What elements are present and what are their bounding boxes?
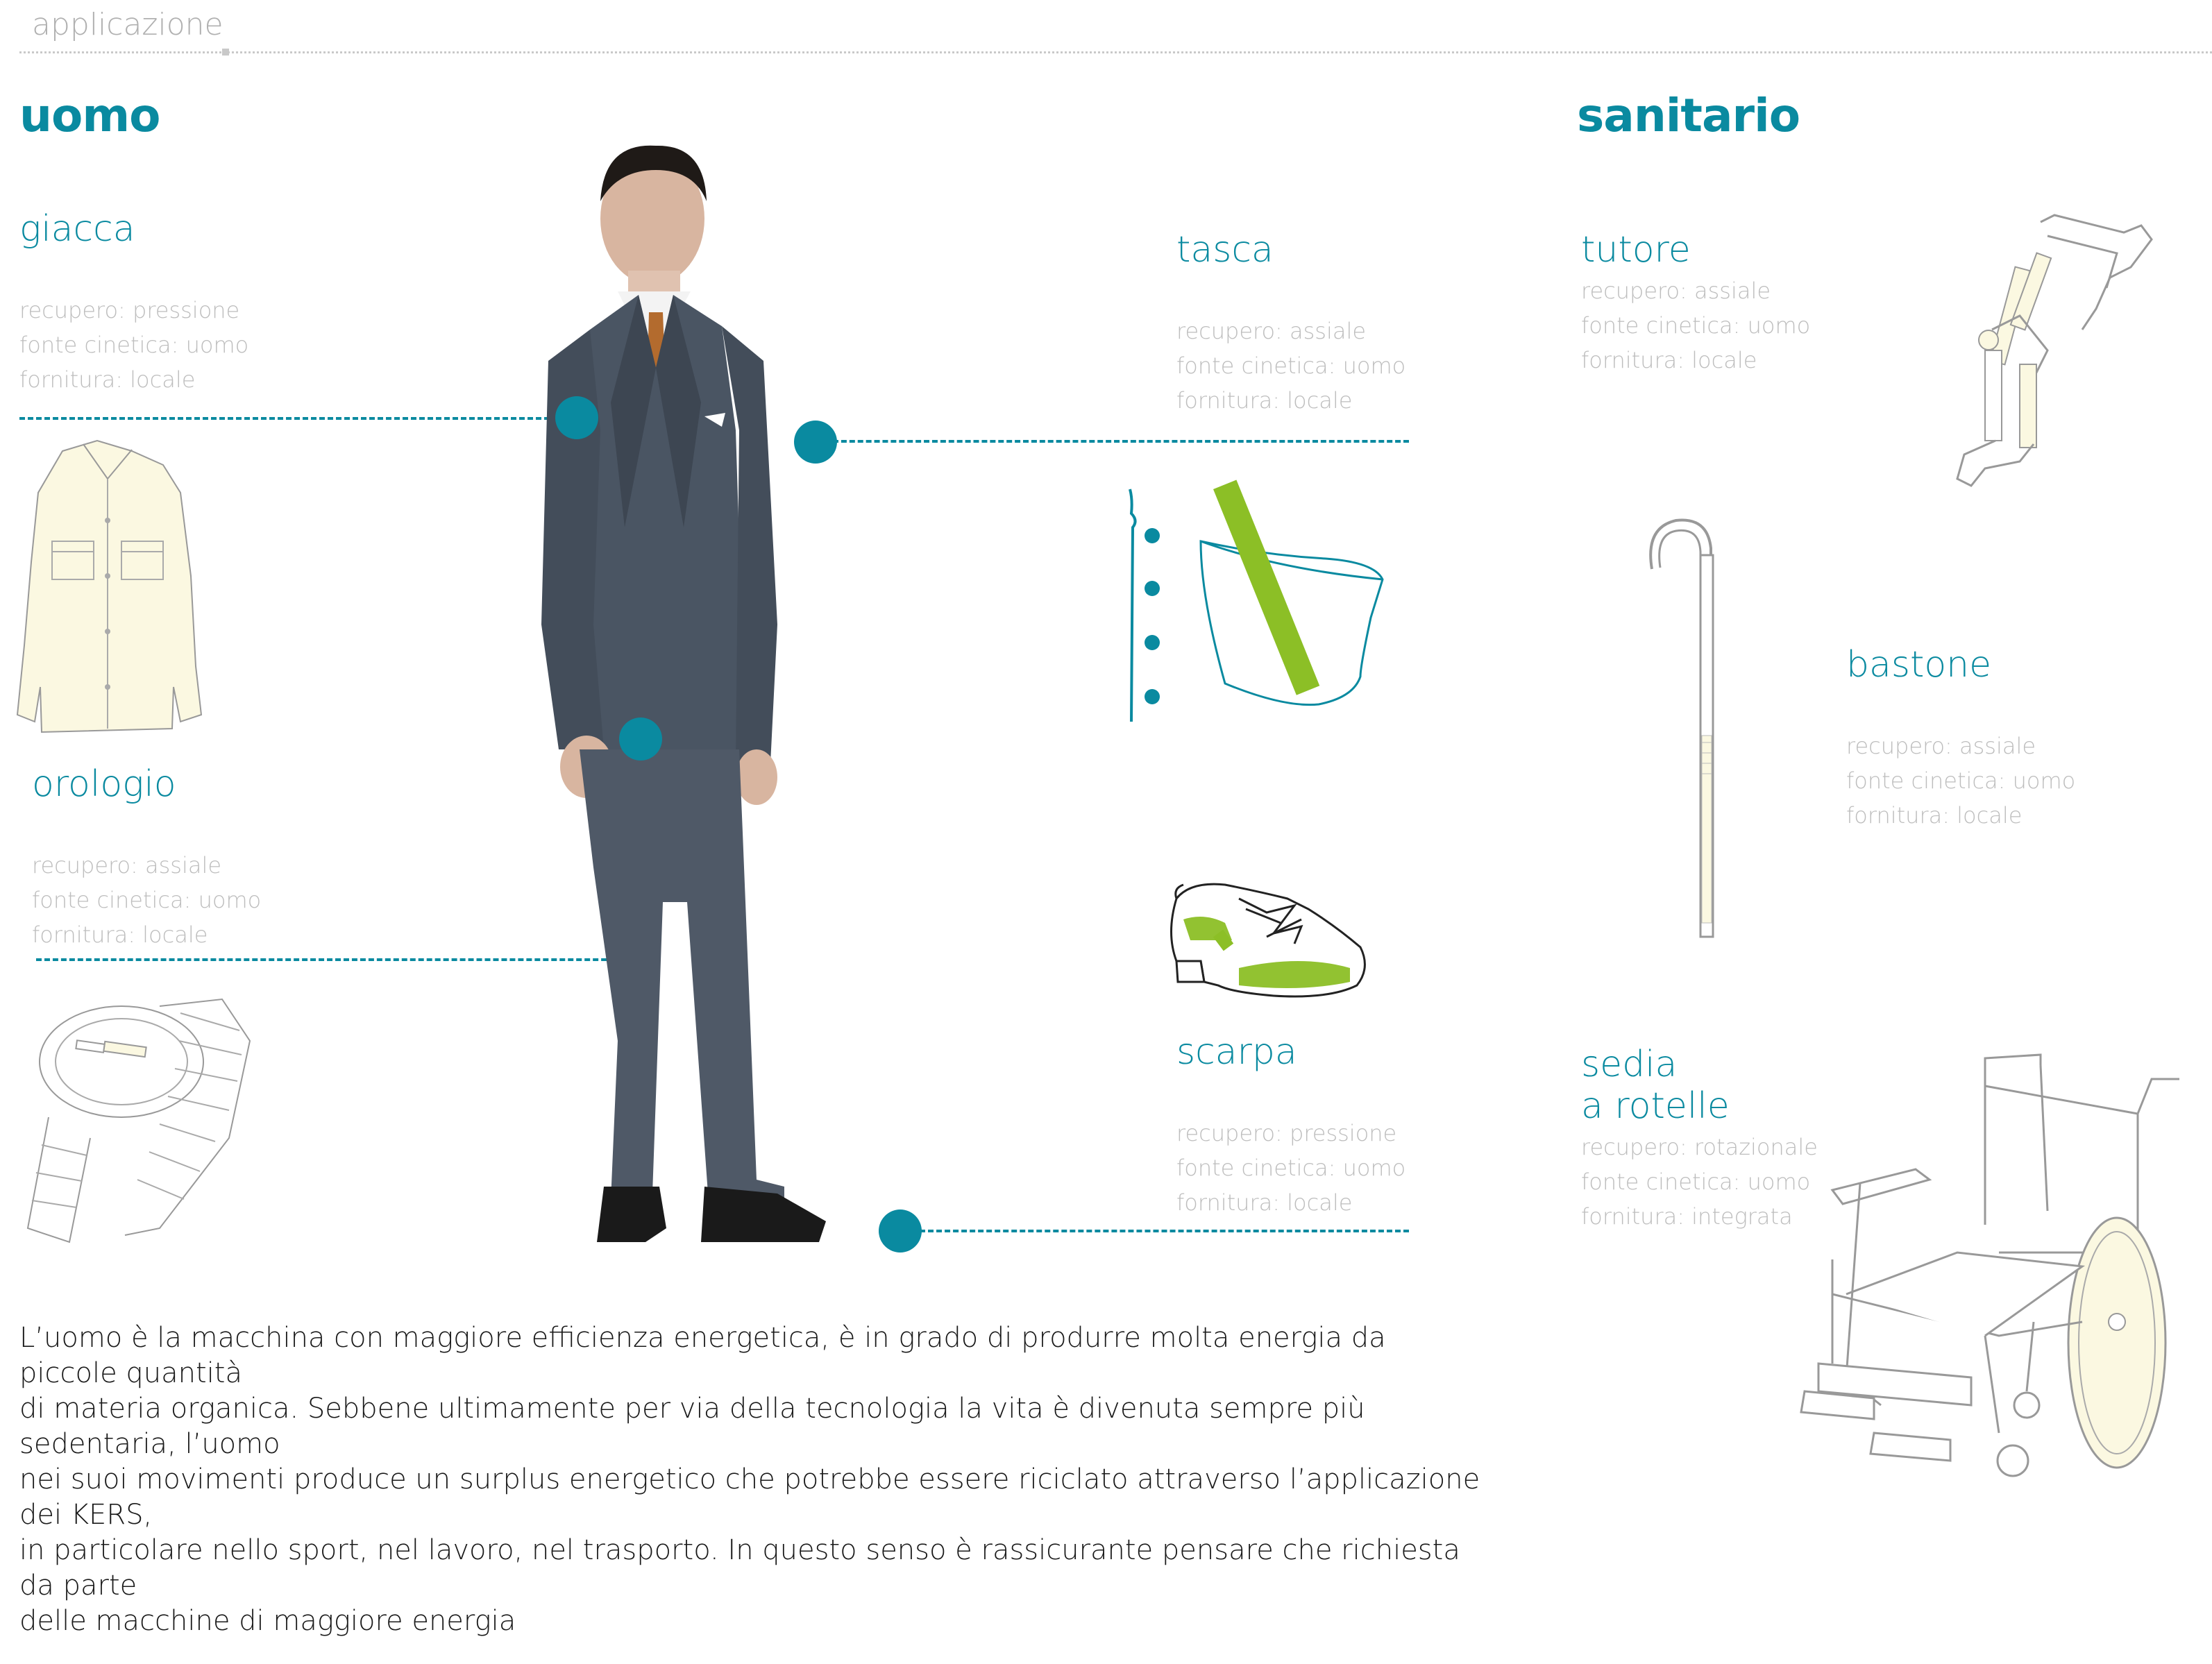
bastone-fornitura: fornitura: locale bbox=[1846, 802, 2023, 829]
orologio-recupero: recupero: assiale bbox=[32, 852, 222, 878]
giacca-fonte: fonte cinetica: uomo bbox=[19, 332, 249, 358]
brace-illustration bbox=[1943, 212, 2165, 503]
giacca-leader-line bbox=[19, 417, 575, 420]
description-paragraph bbox=[19, 1321, 1491, 1639]
heading-sanitario: sanitario bbox=[1577, 89, 1800, 142]
top-divider-marker bbox=[222, 49, 229, 56]
description-line-3: nei suoi movimenti produce un surplus energetico che potrebbe essere riciclato attraverso l’applicazione dei KERS, bbox=[19, 1463, 1480, 1531]
orologio-fornitura: fornitura: locale bbox=[32, 922, 208, 948]
jacket-illustration bbox=[14, 437, 208, 742]
scarpa-hotspot-dot[interactable] bbox=[879, 1209, 922, 1253]
tasca-leader-line bbox=[833, 440, 1409, 443]
pocket-illustration bbox=[1124, 486, 1402, 722]
description-line-4: in particolare nello sport, nel lavoro, nel trasporto. In questo senso è rassicurante pensare che richiesta da parte bbox=[19, 1534, 1460, 1602]
cane-illustration bbox=[1645, 513, 1742, 944]
wheelchair-illustration bbox=[1791, 1044, 2193, 1502]
giacca-fornitura: fornitura: locale bbox=[19, 366, 196, 393]
giacca-specs bbox=[19, 293, 248, 397]
description-line-1: L’uomo è la macchina con maggiore efficienza energetica, è in grado di produrre molta energia da piccole quantità bbox=[19, 1322, 1386, 1389]
tutore-recupero: recupero: assiale bbox=[1581, 278, 1771, 304]
orologio-hotspot-dot[interactable] bbox=[619, 718, 662, 761]
bastone-fonte: fonte cinetica: uomo bbox=[1846, 767, 2076, 794]
sedia-fonte: fonte cinetica: uomo bbox=[1581, 1169, 1811, 1195]
orologio-fonte: fonte cinetica: uomo bbox=[32, 887, 262, 913]
tasca-fornitura: fornitura: locale bbox=[1176, 387, 1353, 414]
tutore-fornitura: fornitura: locale bbox=[1581, 347, 1757, 373]
orologio-specs bbox=[32, 848, 261, 952]
sedia-fornitura: fornitura: integrata bbox=[1581, 1203, 1793, 1230]
watch-illustration bbox=[21, 999, 257, 1249]
bastone-title: bastone bbox=[1846, 644, 1992, 686]
giacca-recupero: recupero: pressione bbox=[19, 297, 240, 323]
tasca-fonte: fonte cinetica: uomo bbox=[1176, 353, 1406, 379]
man-in-suit-photo bbox=[527, 139, 944, 1277]
bastone-recupero: recupero: assiale bbox=[1846, 733, 2036, 759]
tutore-specs bbox=[1581, 273, 1810, 377]
orologio-title: orologio bbox=[32, 763, 176, 805]
giacca-title: giacca bbox=[19, 208, 135, 250]
scarpa-fonte: fonte cinetica: uomo bbox=[1176, 1155, 1406, 1181]
scarpa-leader-line bbox=[920, 1230, 1409, 1232]
tasca-hotspot-dot[interactable] bbox=[794, 421, 837, 464]
scarpa-fornitura: fornitura: locale bbox=[1176, 1189, 1353, 1216]
tasca-specs bbox=[1176, 314, 1405, 418]
sedia-title-line2: a rotelle bbox=[1581, 1085, 1730, 1127]
tasca-title: tasca bbox=[1176, 229, 1274, 271]
tutore-fonte: fonte cinetica: uomo bbox=[1581, 312, 1811, 339]
bastone-specs bbox=[1846, 729, 2075, 833]
description-line-2: di materia organica. Sebbene ultimamente per via della tecnologia la vita è divenuta sempre più sedentaria, l’uomo bbox=[19, 1393, 1365, 1460]
sedia-recupero: recupero: rotazionale bbox=[1581, 1134, 1818, 1160]
scarpa-title: scarpa bbox=[1176, 1031, 1297, 1073]
sedia-specs bbox=[1581, 1130, 1818, 1234]
scarpa-specs bbox=[1176, 1116, 1405, 1220]
shoe-illustration bbox=[1163, 871, 1371, 1010]
section-label: applicazione bbox=[32, 7, 223, 42]
giacca-hotspot-dot[interactable] bbox=[555, 396, 598, 439]
top-divider bbox=[19, 51, 2212, 53]
heading-uomo: uomo bbox=[19, 89, 160, 142]
sedia-title-line1: sedia bbox=[1581, 1044, 1678, 1085]
tutore-title: tutore bbox=[1581, 229, 1691, 271]
tasca-recupero: recupero: assiale bbox=[1176, 318, 1367, 344]
scarpa-recupero: recupero: pressione bbox=[1176, 1120, 1397, 1146]
description-line-5: delle macchine di maggiore energia bbox=[19, 1605, 516, 1637]
